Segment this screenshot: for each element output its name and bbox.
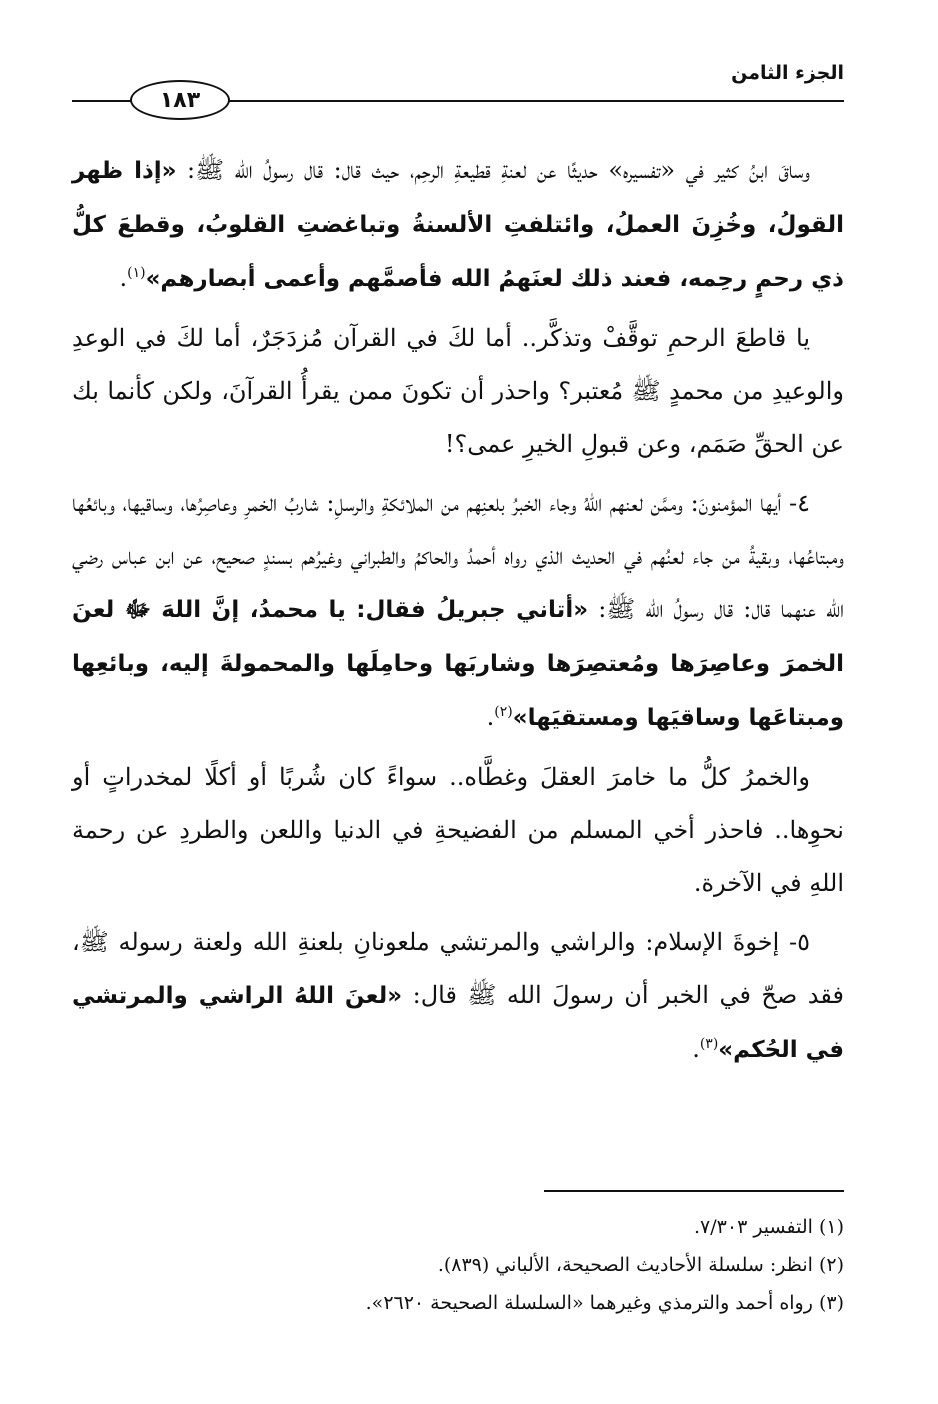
footnote-divider	[544, 1190, 844, 1192]
paragraph-1	[72, 144, 844, 306]
footnote-1: (١) التفسير ٧/٣٠٣.	[694, 1216, 844, 1238]
paragraph-5-intro: ٥- إخوةَ الإسلام: والراشي والمرتشي ملعونانِ بلعنةِ الله ولعنة رسوله ﷺ، فقد صحّ في الخبر أن رسولَ الله ﷺ قال:	[72, 928, 844, 1009]
paragraph-5	[72, 916, 844, 1077]
footnote-ref-2: (٢)	[494, 704, 513, 720]
page-number-badge: ١٨٣	[130, 80, 230, 120]
paragraph-1-end: .	[119, 264, 128, 292]
footnote-3: (٣) رواه أحمد والترمذي وغيرهما «السلسلة الصحيحة ٢٦٢٠».	[365, 1292, 844, 1314]
paragraph-3	[72, 477, 844, 745]
hadith-quote-2: «أتاني جبريلُ فقال: يا محمدُ، إنَّ اللهَ ﷻ لعنَ الخمرَ وعاصِرَها ومُعتصِرَها وشاربَها وحامِلَها والمحمولةَ إليه، وبائعِها ومبتاعَها وساقيَها ومستقيَها»	[72, 597, 844, 731]
paragraph-1-intro: وساقَ ابنُ كثير في «تفسيره» حديثًا عن لعنةِ قطيعةِ الرحِم، حيث قال: قال رسولُ الله ﷺ:	[176, 156, 810, 184]
hadith-quote-3: «لعنَ اللهُ الراشي والمرتشي في الحُكم»	[72, 983, 844, 1063]
paragraph-2: يا قاطعَ الرحمِ توقَّفْ وتذكَّر.. أما لكَ في القرآن مُزدَجَرٌ، أما لكَ في الوعدِ والوعيدِ من محمدٍ ﷺ مُعتبر؟ واحذر أن تكونَ ممن يقرأُ القرآنَ، ولكن كأنما بك عن الحقِّ صَمَم، وعن قبولِ الخيرِ عمى؟!	[72, 324, 844, 458]
footnotes	[72, 1208, 844, 1322]
section-title: الجزء الثامن	[731, 62, 844, 84]
paragraph-5-end: .	[692, 1035, 700, 1063]
footnote-2: (٢) انظر: سلسلة الأحاديث الصحيحة، الألباني (٨٣٩).	[437, 1254, 844, 1276]
hadith-quote-1: «إذا ظهر القولُ، وخُزِنَ العملُ، وائتلفتِ الألسنةُ وتباغضتِ القلوبُ، وقطعَ كلُّ ذي رحمٍ رحِمه، فعند ذلك لعنَهمُ الله فأصمَّهم وأعمى أبصارهم»	[72, 158, 844, 292]
page-header	[72, 58, 844, 118]
footnote-ref-3: (٣)	[699, 1036, 719, 1052]
paragraph-3-intro: ٤- أيها المؤمنونَ: وممَّن لعنهم اللهُ وجاء الخبرُ بلعنِهم من الملائكةِ والرسلِ: شاربُ الخمرِ وعاصِرُها، وساقيها، وبائعُها ومبتاعُها، وبقيةُ من جاء لعنُهم في الحديث الذي رواه أحمدُ والحاكمُ والطبراني وغيرُهم بسندٍ صحيح، عن ابن عباس رضي الله عنهما قال: قال رسولُ الله ﷺ:	[72, 489, 845, 623]
paragraph-3-end: .	[486, 703, 495, 731]
footnote-ref-1: (١)	[127, 265, 146, 281]
main-text	[72, 144, 844, 1083]
paragraph-4: والخمرُ كلُّ ما خامرَ العقلَ وغطَّاه.. سواءً كان شُربًا أو أكلًا لمخدراتٍ أو نحوِها.. فاحذر أخي المسلم من الفضيحةِ في الدنيا واللعن والطردِ عن رحمة اللهِ في الآخرة.	[72, 763, 844, 897]
